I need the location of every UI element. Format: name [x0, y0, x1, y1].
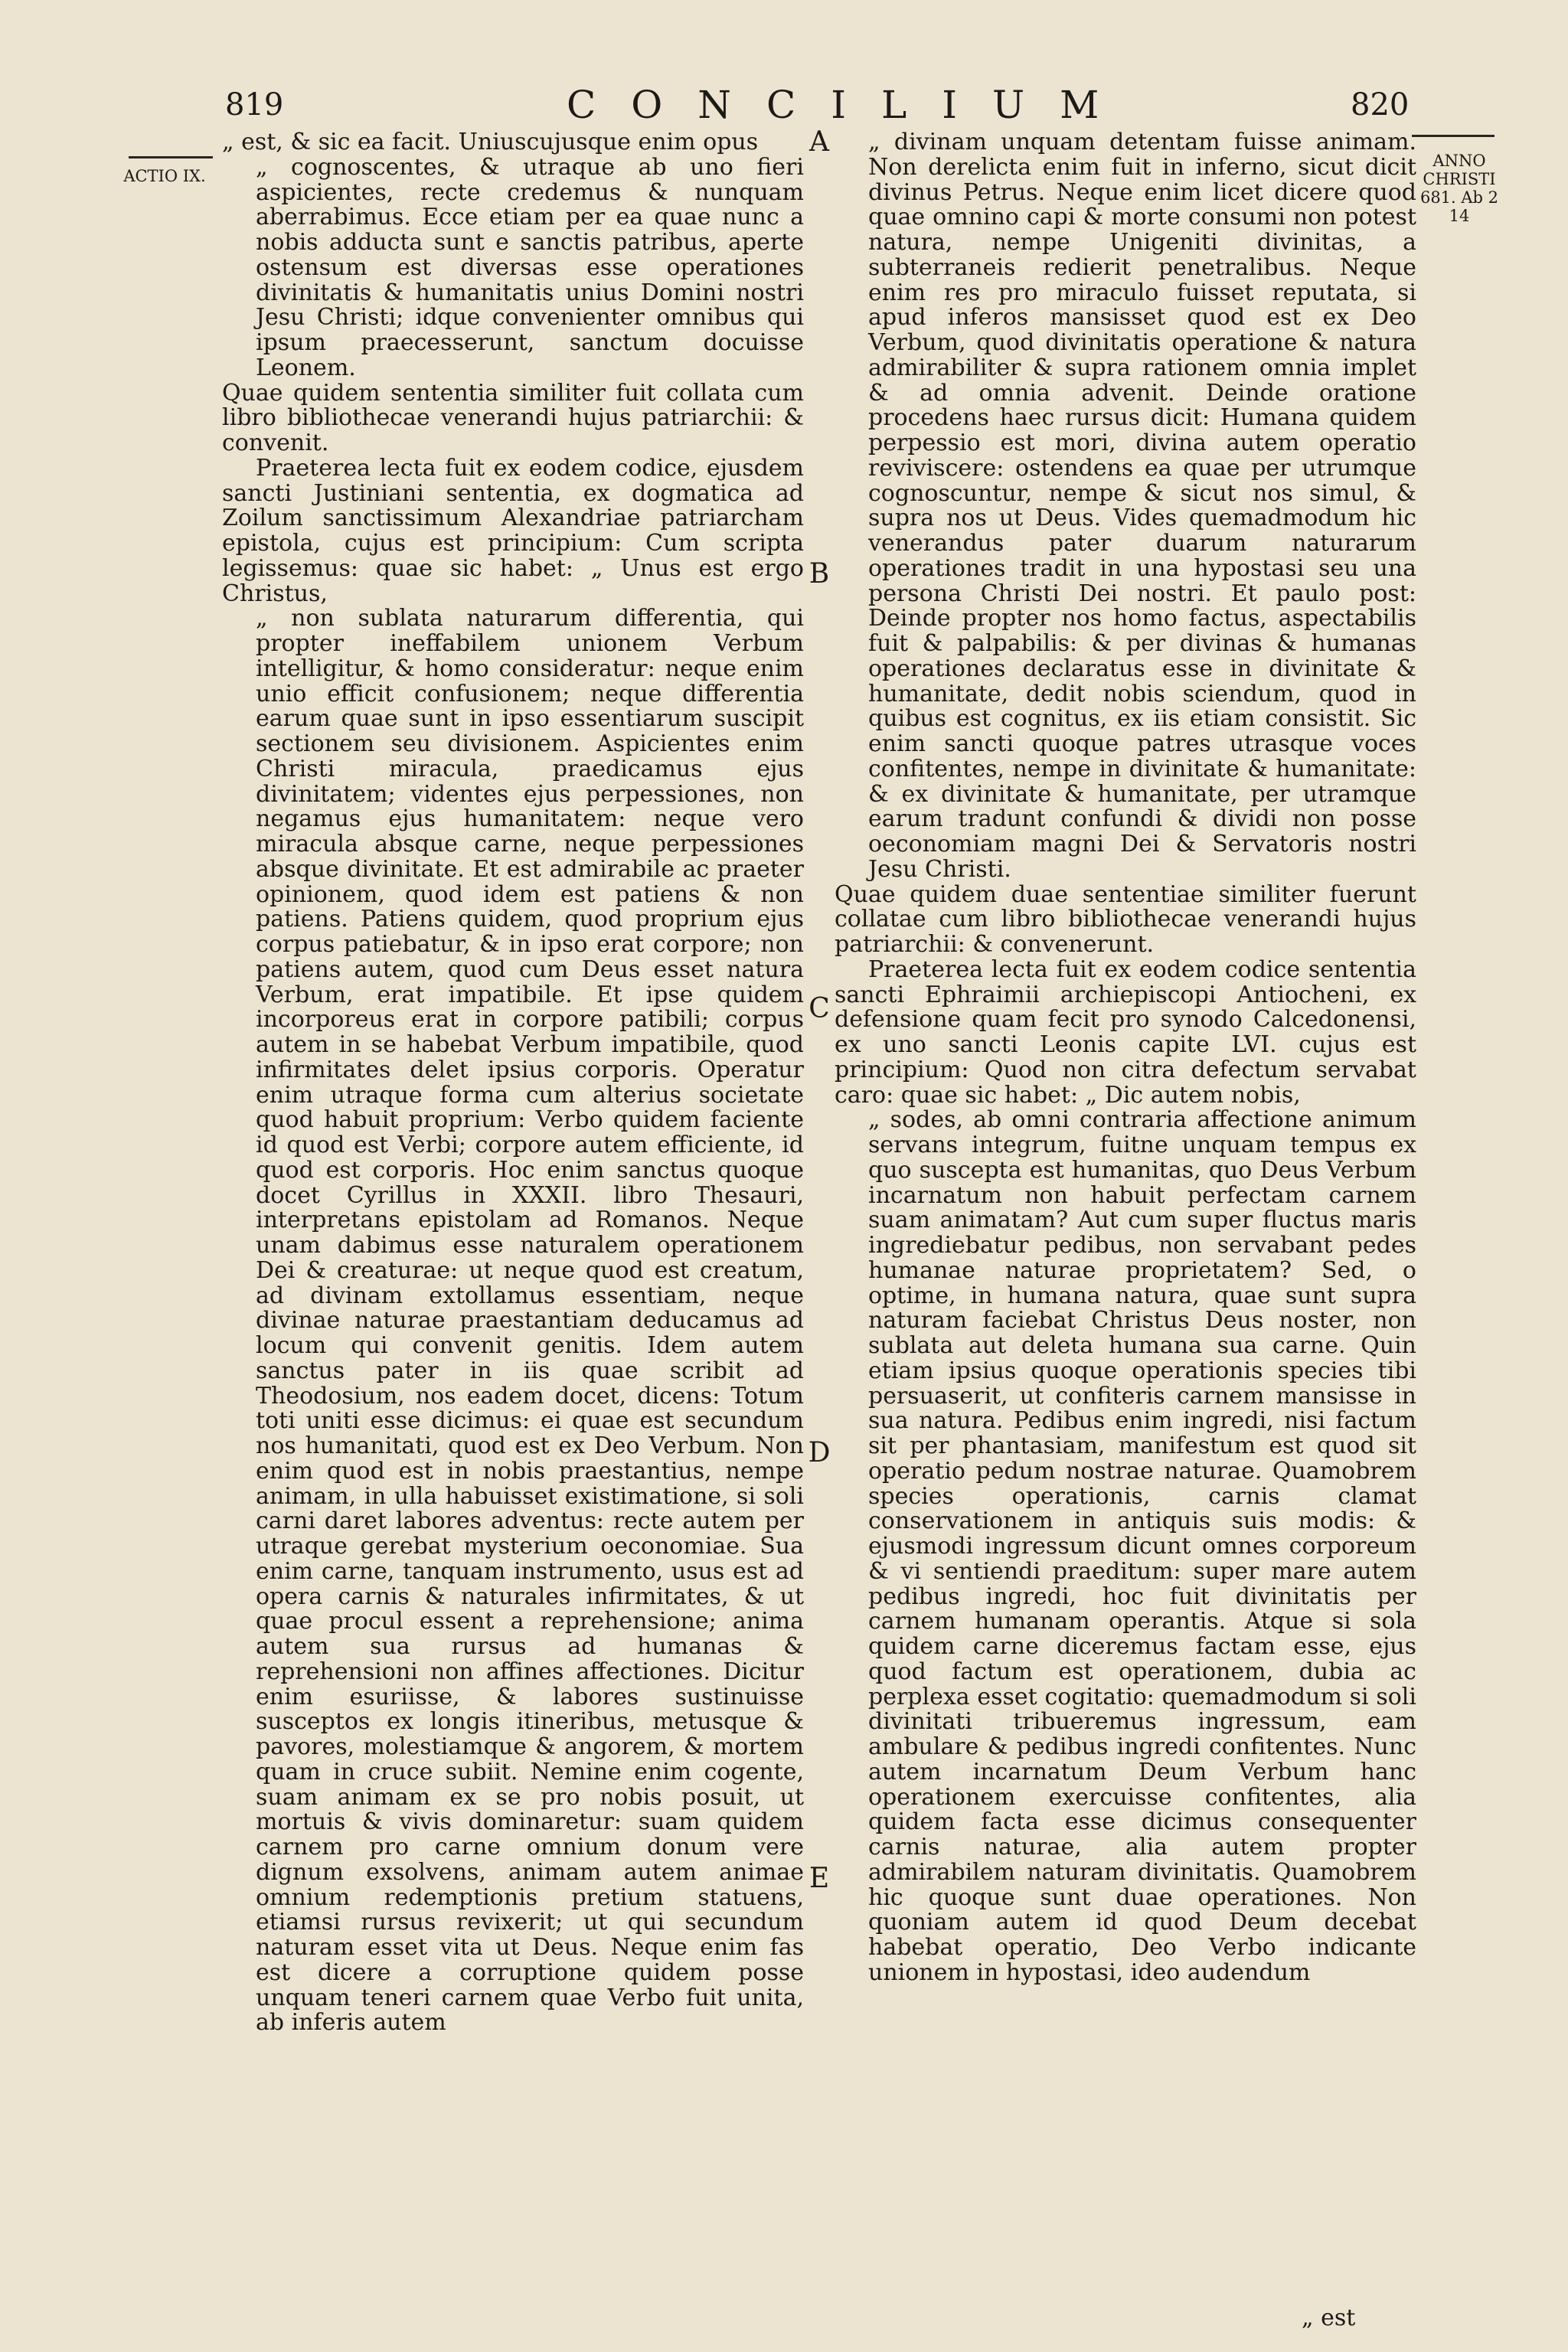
catchword: „ est — [1302, 2305, 1356, 2331]
page-number-left: 819 — [225, 87, 284, 122]
right-column — [835, 130, 1416, 2297]
page-number-right: 820 — [1351, 87, 1410, 122]
left-paragraph: Quae quidem sententia similiter fuit collata cum libro bibliothecae venerandi hujus patriarchii: & convenit. — [222, 379, 804, 456]
right-paragraph: „ sodes, ab omni contraria affectione animum servans integrum, fuitne unquam tempus ex quo suscepta est humanitas, quo Deus Verbum incarnatum non habuit perfectam carnem suam animatam? Aut cum super fluctus maris ingrediebatur pedibus, non servabant pedes humanae naturae proprietatem? Sed, o optime, in humana natura, quae sunt supra naturam faciebat Christus Deus noster, non sublata aut deleta humana sua carne. Quin etiam ipsius quoque operationis species tibi persuaserit, ut confiteris carnem mansisse in sua natura. Pedibus enim ingredi, nisi factum sit per phantasiam, manifestum est quod sit operatio pedum nostrae naturae. Quamobrem species operationis, carnis clamat conservationem in antiquis suis modis: & ejusmodi ingressum dicunt omnes corporeum & vi sentiendi praeditum: super mare autem pedibus ingredi, hoc fuit divinitatis per carnem humanam operantis. Atque si sola quidem carne diceremus factam esse, ejus quod factum est operationem, dubia ac perplexa esset cogitatio: quemadmodum si soli divinitati tribueremus ingressum, eam ambulare & pedibus ingredi confitentes. Nunc autem incarnatum Deum Verbum hanc operationem exercuisse confitentes, alia quidem facta esse dicimus consequenter carnis naturae, alia autem propter admirabilem naturam divinitatis. Quamobrem hic quoque sunt duae operationes. Non quoniam autem id quod Deum decebat habebat operatio, Deo Verbo indicante unionem in hypostasi, ideo audendum — [868, 1106, 1416, 1986]
right-paragraph: Quae quidem duae sententiae similiter fuerunt collatae cum libro bibliothecae venerandi hujus patriarchii: & convenerunt. — [835, 880, 1416, 958]
section-letter-d: D — [808, 1437, 831, 1468]
left-paragraph: „ est, & sic ea facit. Uniuscujusque enim opus — [222, 130, 759, 155]
running-title: CONCILIUM — [567, 83, 1135, 127]
left-paragraph: Praeterea lecta fuit ex eodem codice, ejusdem sancti Justiniani sententia, ex dogmatica ad Zoilum sanctissimum Alexandriae patriarcham epistola, cujus est principium: Cum scripta legissemus: quae sic habet: „ Unus est ergo Christus, — [222, 454, 804, 607]
section-letter-e: E — [808, 1863, 830, 1894]
left-paragraph: „ non sublata naturarum differentia, qui propter ineffabilem unionem Verbum intelligitur, & homo consideratur: neque enim unio efficit confusionem; neque differentia earum quae sunt in ipso essentiarum suscipit sectionem seu divisionem. Aspicientes enim Christi miracula, praedicamus ejus divinitatem; videntes ejus perpessiones, non negamus ejus humanitatem: neque vero miracula absque carne, neque perpessiones absque divinitate. Et est admirabile ac praeter opinionem, quod idem est patiens & non patiens. Patiens quidem, quod proprium ejus corpus patiebatur, & in ipso erat corpore; non patiens autem, quod cum Deus esset natura Verbum, erat impatibile. Et ipse quidem incorporeus erat in corpore patibili; corpus autem in se habebat Verbum impatibile, quod infirmitates delet ipsius corporis. Operatur enim utraque forma cum alterius societate quod habuit proprium: Verbo quidem faciente id quod est Verbi; corpore autem efficiente, id quod est corporis. Hoc enim sanctus quoque docet Cyrillus in XXXII. libro Thesauri, interpretans epistolam ad Romanos. Neque unam dabimus esse naturalem operationem Dei & creaturae: ut neque quod est creatum, ad divinam extollamus essentiam, neque divinae naturae praestantiam deducamus ad locum qui convenit genitis. Idem autem sanctus pater in iis quae scribit ad Theodosium, nos eadem docet, dicens: Totum toti uniti esse dicimus: ei quae est secundum nos humanitati, quod est ex Deo Verbum. Non enim quod est in nobis praestantius, nempe animam, in ulla habuisset existimatione, si soli carni daret labores adventus: recte autem per utraque gerebat mysterium oeconomiae. Sua enim carne, tanquam instrumento, usus est ad opera carnis & naturales infirmitates, & ut quae procul essent a reprehensione; anima autem sua rursus ad humanas & reprehensioni non affines affectiones. Dicitur enim esuriisse, & labores sustinuisse susceptos ex longis itineribus, metusque & pavores, molestiamque & angorem, & mortem quam in cruce subiit. Nemine enim cogente, suam animam ex se pro nobis posuit, ut mortuis & vivis dominaretur: suam quidem carnem pro carne omnium donum vere dignum exsolvens, animam autem animae omnium redemptionis pretium statuens, etiamsi rursus revixerit; ut qui secundum naturam esset vita ut Deus. Neque enim fas est dicere a corruptione quidem posse unquam teneri carnem quae Verbo fuit unita, ab inferis autem — [256, 605, 804, 2037]
margin-note-anno: ANNO CHRISTI 681. Ab 2 14 — [1419, 152, 1499, 225]
left-paragraph: „ cognoscentes, & utraque ab uno fieri aspicientes, recte credemus & nunquam aberrabimus. Ecce etiam per ea quae nunc a nobis adducta sunt e sanctis patribus, aperte ostensum est diversas esse operationes divinitatis & humanitatis unius Domini nostri Jesu Christi; idque convenienter omnibus qui ipsum praecesserunt, sanctum docuisse Leonem. — [256, 153, 804, 381]
header-rule-left — [129, 156, 213, 158]
left-column — [222, 130, 804, 2297]
page-header — [0, 83, 1568, 129]
section-letter-b: B — [808, 558, 830, 590]
section-letter-c: C — [808, 993, 830, 1024]
section-letter-a: A — [809, 126, 829, 158]
header-rule-right — [1412, 135, 1494, 137]
margin-note-actio: ACTIO IX. — [123, 167, 206, 185]
right-paragraph: Praeterea lecta fuit ex eodem codice sententia sancti Ephraimii archiepiscopi Antiocheni, ex defensione quam fecit pro synodo Calcedonensi, ex uno sancti Leonis capite LVI. cujus est principium: Quod non citra defectum servabat caro: quae sic habet: „ Dic autem nobis, — [835, 956, 1416, 1109]
right-paragraph: „ divinam unquam detentam fuisse animam. Non derelicta enim fuit in inferno, sicut dicit divinus Petrus. Neque enim licet dicere quod quae omnino capi & morte consumi non potest natura, nempe Unigeniti divinitas, a subterraneis redierit penetralibus. Neque enim res pro miraculo fuisset reputata, si apud inferos mansisset quod est ex Deo Verbum, quod divinitatis operatione & natura admirabiliter & supra rationem omnia implet & ad omnia advenit. Deinde oratione procedens haec rursus dicit: Humana quidem perpessio est mori, divina autem operatio reviviscere: ostendens ea quae per utrumque cognoscuntur, nempe & sicut nos simul, & supra nos ut Deus. Vides quemadmodum hic venerandus pater duarum naturarum operationes tradit in una hypostasi seu una persona Christi Dei nostri. Et paulo post: Deinde propter nos homo factus, aspectabilis fuit & palpabilis: & per divinas & humanas operationes declaratus esse in divinitate & humanitate, dedit nobis sciendum, quod in quibus est cognitus, ex iis etiam consistit. Sic enim sancti quoque patres utrasque voces confitentes, nempe in divinitate & humanitate: & ex divinitate & humanitate, per utramque earum tradunt confundi & dividi non posse oeconomiam magni Dei & Servatoris nostri Jesu Christi. — [868, 130, 1416, 883]
